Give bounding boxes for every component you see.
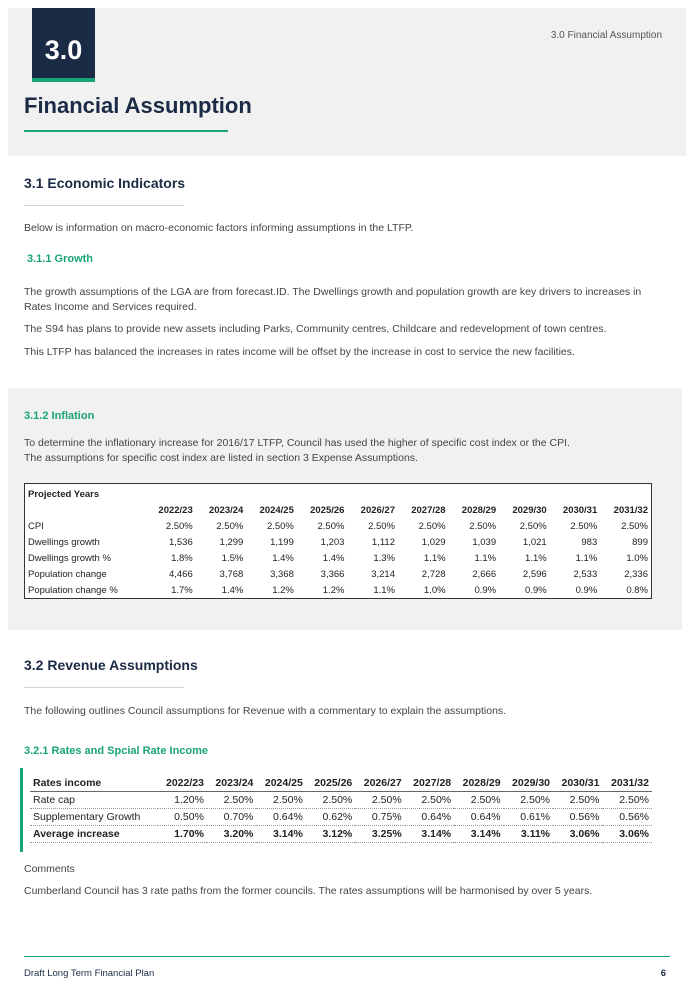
value-cell: 1.1% bbox=[575, 552, 598, 564]
value-cell: 1,112 bbox=[371, 536, 395, 548]
running-head: 3.0 Financial Assumption bbox=[550, 30, 662, 41]
economic-intro: Below is information on macro-economic factors informing assumptions in the LTFP. bbox=[24, 222, 414, 234]
year-header: 2026/27 bbox=[360, 504, 395, 516]
value-cell: 2.50% bbox=[418, 520, 446, 532]
year-header: 2022/23 bbox=[158, 504, 193, 516]
row-label: Population change bbox=[28, 568, 107, 580]
value-cell: 3,368 bbox=[270, 568, 294, 580]
table-row bbox=[25, 566, 652, 582]
section-divider bbox=[24, 205, 184, 206]
section-heading-revenue: 3.2 Revenue Assumptions bbox=[24, 657, 198, 673]
value-cell: 1.0% bbox=[423, 584, 446, 596]
value-cell: 2.50% bbox=[368, 520, 395, 532]
rates-accent-bar bbox=[20, 768, 23, 852]
value-cell: 2.50% bbox=[519, 520, 547, 532]
year-header: 2023/24 bbox=[207, 775, 256, 792]
year-header: 2026/27 bbox=[355, 775, 404, 792]
value-cell: 2.50% bbox=[570, 520, 598, 532]
value-cell: 1.4% bbox=[322, 552, 345, 564]
year-header: 2023/24 bbox=[208, 504, 244, 516]
inflation-line-2: The assumptions for specific cost index are listed in section 3 Expense Assumptions. bbox=[24, 452, 418, 464]
value-cell: 1,199 bbox=[270, 536, 294, 548]
value-cell: 0.61% bbox=[504, 809, 553, 826]
value-cell: 2,666 bbox=[472, 568, 497, 580]
comments-text: Cumberland Council has 3 rate paths from the former councils. The rates assumptions will be harmonised by over 5 years. bbox=[24, 885, 593, 897]
value-cell: 2.50% bbox=[216, 520, 244, 532]
year-header: 2024/25 bbox=[259, 504, 294, 516]
value-cell: 1.20% bbox=[158, 792, 207, 809]
section-heading-economic-indicators: 3.1 Economic Indicators bbox=[24, 175, 186, 191]
value-cell: 2,336 bbox=[624, 568, 648, 580]
table-row bbox=[25, 534, 652, 550]
year-header: 2025/26 bbox=[310, 504, 345, 516]
year-header: 2028/29 bbox=[454, 775, 503, 792]
table-row bbox=[30, 792, 652, 809]
value-cell: 1.7% bbox=[171, 584, 193, 596]
growth-paragraph-2: The S94 has plans to provide new assets including Parks, Community centres, Childcare and redevelopment of town centres. bbox=[24, 323, 607, 335]
value-cell: 3.14% bbox=[405, 826, 454, 843]
table-row bbox=[25, 518, 652, 534]
footer-divider bbox=[24, 956, 670, 957]
value-cell: 2.50% bbox=[553, 792, 602, 809]
section-divider bbox=[24, 687, 184, 688]
value-cell: 0.50% bbox=[158, 809, 207, 826]
value-cell: 3,768 bbox=[219, 568, 244, 580]
value-cell: 1,039 bbox=[472, 536, 497, 548]
table-row bbox=[25, 582, 652, 599]
value-cell: 0.70% bbox=[207, 809, 256, 826]
year-header: 2025/26 bbox=[306, 775, 355, 792]
value-cell: 2.50% bbox=[355, 792, 404, 809]
row-label: Population change % bbox=[28, 584, 118, 596]
value-cell: 1.2% bbox=[272, 584, 294, 596]
row-label: Rate cap bbox=[30, 792, 158, 809]
value-cell: 2.50% bbox=[317, 520, 345, 532]
page-number: 6 bbox=[660, 968, 666, 979]
table-row bbox=[30, 826, 652, 843]
value-cell: 1,029 bbox=[421, 536, 446, 548]
rates-table-title: Rates income bbox=[30, 775, 158, 792]
value-cell: 3.06% bbox=[602, 826, 652, 843]
value-cell: 0.8% bbox=[626, 584, 648, 596]
table-row bbox=[25, 550, 652, 566]
value-cell: 3.06% bbox=[553, 826, 602, 843]
value-cell: 3.20% bbox=[207, 826, 256, 843]
value-cell: 3,366 bbox=[320, 568, 345, 580]
growth-paragraph-3: This LTFP has balanced the increases in rates income will be offset by the increase in cost to service the new facilities. bbox=[24, 346, 575, 358]
value-cell: 1.1% bbox=[474, 552, 497, 564]
projected-header-row bbox=[25, 502, 652, 518]
year-header: 2031/32 bbox=[602, 775, 652, 792]
value-cell: 3.14% bbox=[256, 826, 305, 843]
value-cell: 2.50% bbox=[165, 520, 193, 532]
row-label: Average increase bbox=[30, 826, 158, 843]
footer-document-title: Draft Long Term Financial Plan bbox=[24, 968, 155, 979]
inflation-line-1: To determine the inflationary increase for 2016/17 LTFP, Council has used the higher of specific cost index or the CPI. bbox=[24, 437, 570, 449]
projected-years-table bbox=[24, 483, 652, 599]
year-header: 2027/28 bbox=[411, 504, 446, 516]
year-header: 2030/31 bbox=[553, 775, 602, 792]
subheading-inflation: 3.1.2 Inflation bbox=[24, 410, 95, 422]
value-cell: 0.56% bbox=[553, 809, 602, 826]
value-cell: 1.1% bbox=[423, 552, 446, 564]
value-cell: 1.8% bbox=[171, 552, 193, 564]
value-cell: 1.4% bbox=[272, 552, 294, 564]
subheading-growth: 3.1.1 Growth bbox=[27, 253, 94, 265]
title-underline bbox=[24, 130, 228, 132]
header-cell-blank bbox=[25, 502, 146, 518]
value-cell: 1,203 bbox=[320, 536, 345, 548]
value-cell: 0.9% bbox=[474, 584, 497, 596]
value-cell: 1.4% bbox=[221, 584, 244, 596]
comments-label: Comments bbox=[24, 863, 75, 875]
value-cell: 2,533 bbox=[573, 568, 598, 580]
value-cell: 0.9% bbox=[525, 584, 547, 596]
value-cell: 2.50% bbox=[504, 792, 553, 809]
value-cell: 1.2% bbox=[322, 584, 345, 596]
projected-table-title: Projected Years bbox=[28, 488, 100, 500]
value-cell: 2,596 bbox=[522, 568, 547, 580]
year-header: 2029/30 bbox=[504, 775, 553, 792]
value-cell: 3,214 bbox=[371, 568, 395, 580]
value-cell: 3.14% bbox=[454, 826, 503, 843]
value-cell: 2.50% bbox=[405, 792, 454, 809]
value-cell: 1,536 bbox=[168, 536, 193, 548]
chapter-number-badge: 3.0 bbox=[32, 8, 95, 82]
row-label: Dwellings growth bbox=[28, 536, 100, 548]
value-cell: 2.50% bbox=[602, 792, 652, 809]
value-cell: 0.64% bbox=[454, 809, 503, 826]
value-cell: 2.50% bbox=[621, 520, 648, 532]
row-label: Supplementary Growth bbox=[30, 809, 158, 826]
value-cell: 1.5% bbox=[221, 552, 244, 564]
value-cell: 1,299 bbox=[219, 536, 244, 548]
year-header: 2030/31 bbox=[562, 504, 598, 516]
value-cell: 0.64% bbox=[256, 809, 305, 826]
year-header: 2031/32 bbox=[613, 504, 648, 516]
value-cell: 1.1% bbox=[525, 552, 547, 564]
table-row bbox=[30, 809, 652, 826]
value-cell: 4,466 bbox=[168, 568, 193, 580]
value-cell: 0.62% bbox=[306, 809, 355, 826]
value-cell: 1.1% bbox=[373, 584, 395, 596]
year-header: 2024/25 bbox=[256, 775, 305, 792]
year-header: 2022/23 bbox=[158, 775, 207, 792]
page-title: Financial Assumption bbox=[24, 93, 252, 118]
year-header: 2029/30 bbox=[512, 504, 547, 516]
rates-header-row bbox=[30, 775, 652, 792]
value-cell: 0.64% bbox=[405, 809, 454, 826]
year-header: 2027/28 bbox=[405, 775, 454, 792]
subheading-rates: 3.2.1 Rates and Spcial Rate Income bbox=[24, 745, 209, 757]
value-cell: 1.70% bbox=[158, 826, 207, 843]
value-cell: 3.11% bbox=[504, 826, 553, 843]
value-cell: 3.12% bbox=[306, 826, 355, 843]
row-label: Dwellings growth % bbox=[28, 552, 111, 564]
value-cell: 2.50% bbox=[266, 520, 294, 532]
value-cell: 0.56% bbox=[602, 809, 652, 826]
value-cell: 1.0% bbox=[626, 552, 648, 564]
value-cell: 983 bbox=[581, 536, 598, 548]
value-cell: 2,728 bbox=[421, 568, 446, 580]
growth-paragraph-1: The growth assumptions of the LGA are from forecast.ID. The Dwellings growth and population growth are key drivers to increases in Rates Income and Services required. bbox=[24, 286, 642, 313]
value-cell: 2.50% bbox=[256, 792, 305, 809]
value-cell: 0.75% bbox=[355, 809, 404, 826]
header-band bbox=[8, 8, 686, 156]
value-cell: 2.50% bbox=[306, 792, 355, 809]
rates-income-table bbox=[30, 775, 652, 843]
value-cell: 2.50% bbox=[207, 792, 256, 809]
revenue-intro: The following outlines Council assumptions for Revenue with a commentary to explain the assumptions. bbox=[24, 705, 507, 717]
value-cell: 0.9% bbox=[575, 584, 598, 596]
year-header: 2028/29 bbox=[461, 504, 497, 516]
value-cell: 1.3% bbox=[373, 552, 395, 564]
value-cell: 1,021 bbox=[522, 536, 547, 548]
value-cell: 899 bbox=[632, 536, 648, 548]
value-cell: 2.50% bbox=[454, 792, 503, 809]
row-label: CPI bbox=[28, 520, 44, 532]
value-cell: 2.50% bbox=[469, 520, 497, 532]
value-cell: 3.25% bbox=[355, 826, 404, 843]
